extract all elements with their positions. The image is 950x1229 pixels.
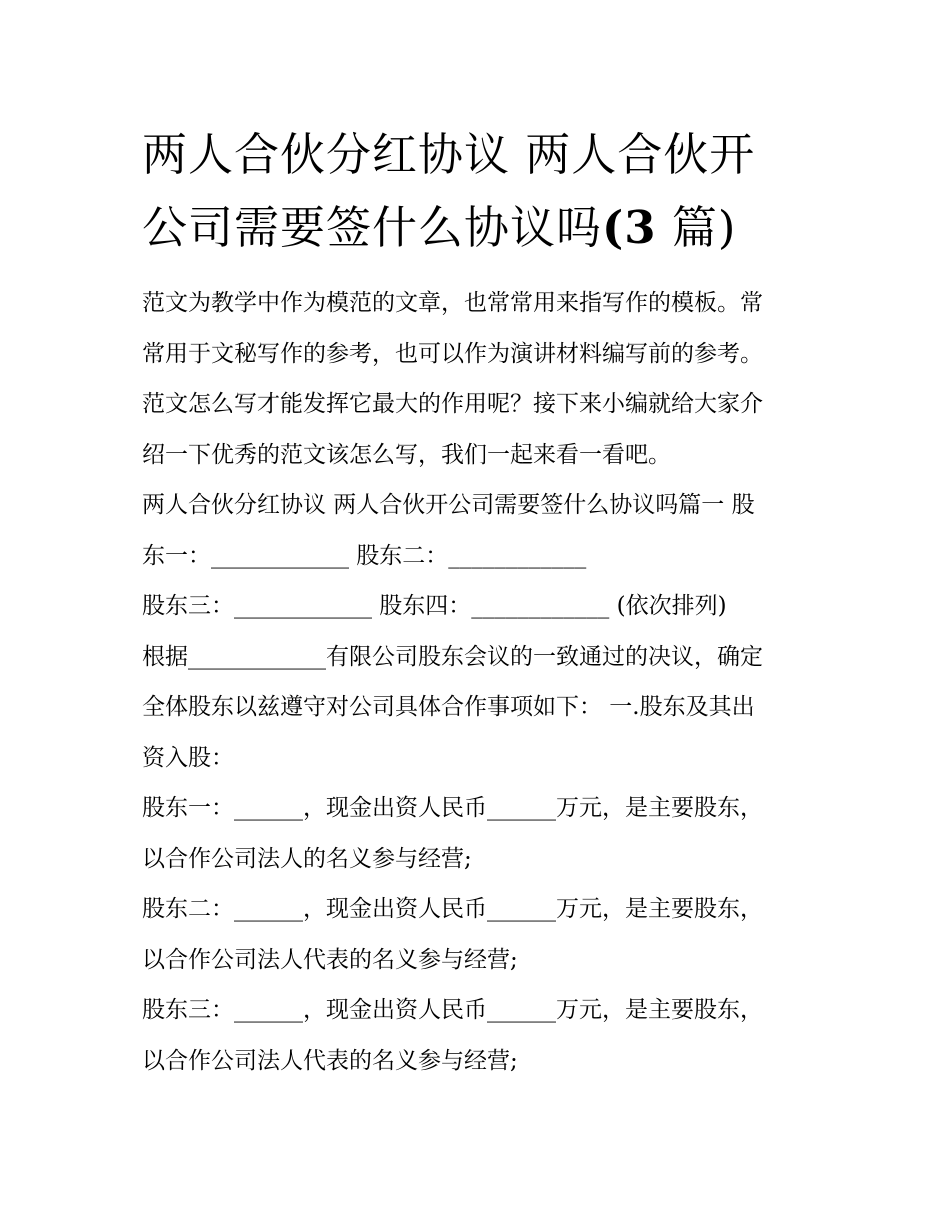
clause-line: 股东三：______，现金出资人民币______万元，是主要股东， bbox=[142, 997, 763, 1023]
clause-line: 股东一：______，现金出资人民币______万元，是主要股东， bbox=[142, 795, 763, 821]
shareholder-clause-2 bbox=[142, 884, 822, 985]
intro-line-3: 范文怎么写才能发挥它最大的作用呢？接下来小编就给大家介 bbox=[142, 391, 763, 417]
section-heading-line-2: 东一：____________ 股东二：____________ bbox=[142, 542, 587, 569]
clause-line: 股东二：______，现金出资人民币______万元，是主要股东， bbox=[142, 896, 763, 922]
resolution-line-3: 资入股： bbox=[142, 744, 234, 771]
shareholder-clause-1 bbox=[142, 783, 822, 884]
resolution-paragraph bbox=[142, 632, 822, 784]
clause-line: 以合作公司法人代表的名义参与经营; bbox=[142, 1047, 518, 1074]
title-line-2-text: 公司需要签什么协议吗 bbox=[142, 201, 603, 254]
resolution-line-1: 根据____________有限公司股东会议的一致通过的决议，确定 bbox=[142, 643, 763, 670]
clause-line: 以合作公司法人的名义参与经营; bbox=[142, 845, 472, 872]
intro-line-1: 范文为教学中作为模范的文章，也常常用来指写作的模板。常 bbox=[142, 290, 763, 316]
section-heading-line-1: 两人合伙分红协议 两人合伙开公司需要签什么协议吗篇一 股 bbox=[142, 492, 755, 518]
title-line-1: 两人合伙分红协议 两人合伙开 bbox=[142, 128, 756, 181]
title-count: (3 bbox=[602, 201, 657, 254]
shareholder-clause-3 bbox=[142, 985, 822, 1086]
intro-line-4: 绍一下优秀的范文该怎么写，我们一起来看一看吧。 bbox=[142, 441, 671, 468]
intro-paragraph bbox=[142, 278, 822, 480]
intro-line-2: 常用于文秘写作的参考，也可以作为演讲材料编写前的参考。 bbox=[142, 340, 763, 367]
section-heading bbox=[142, 480, 822, 581]
clause-line: 以合作公司法人代表的名义参与经营; bbox=[142, 946, 518, 973]
title-count-suffix: 篇) bbox=[656, 201, 737, 254]
document-title bbox=[142, 118, 822, 264]
document-page bbox=[142, 118, 822, 1086]
resolution-line-2: 全体股东以兹遵守对公司具体合作事项如下： 一.股东及其出 bbox=[142, 694, 755, 720]
shareholders-line: 股东三：____________ 股东四：____________ (依次排列) bbox=[142, 593, 727, 619]
title-line-2 bbox=[142, 191, 822, 264]
